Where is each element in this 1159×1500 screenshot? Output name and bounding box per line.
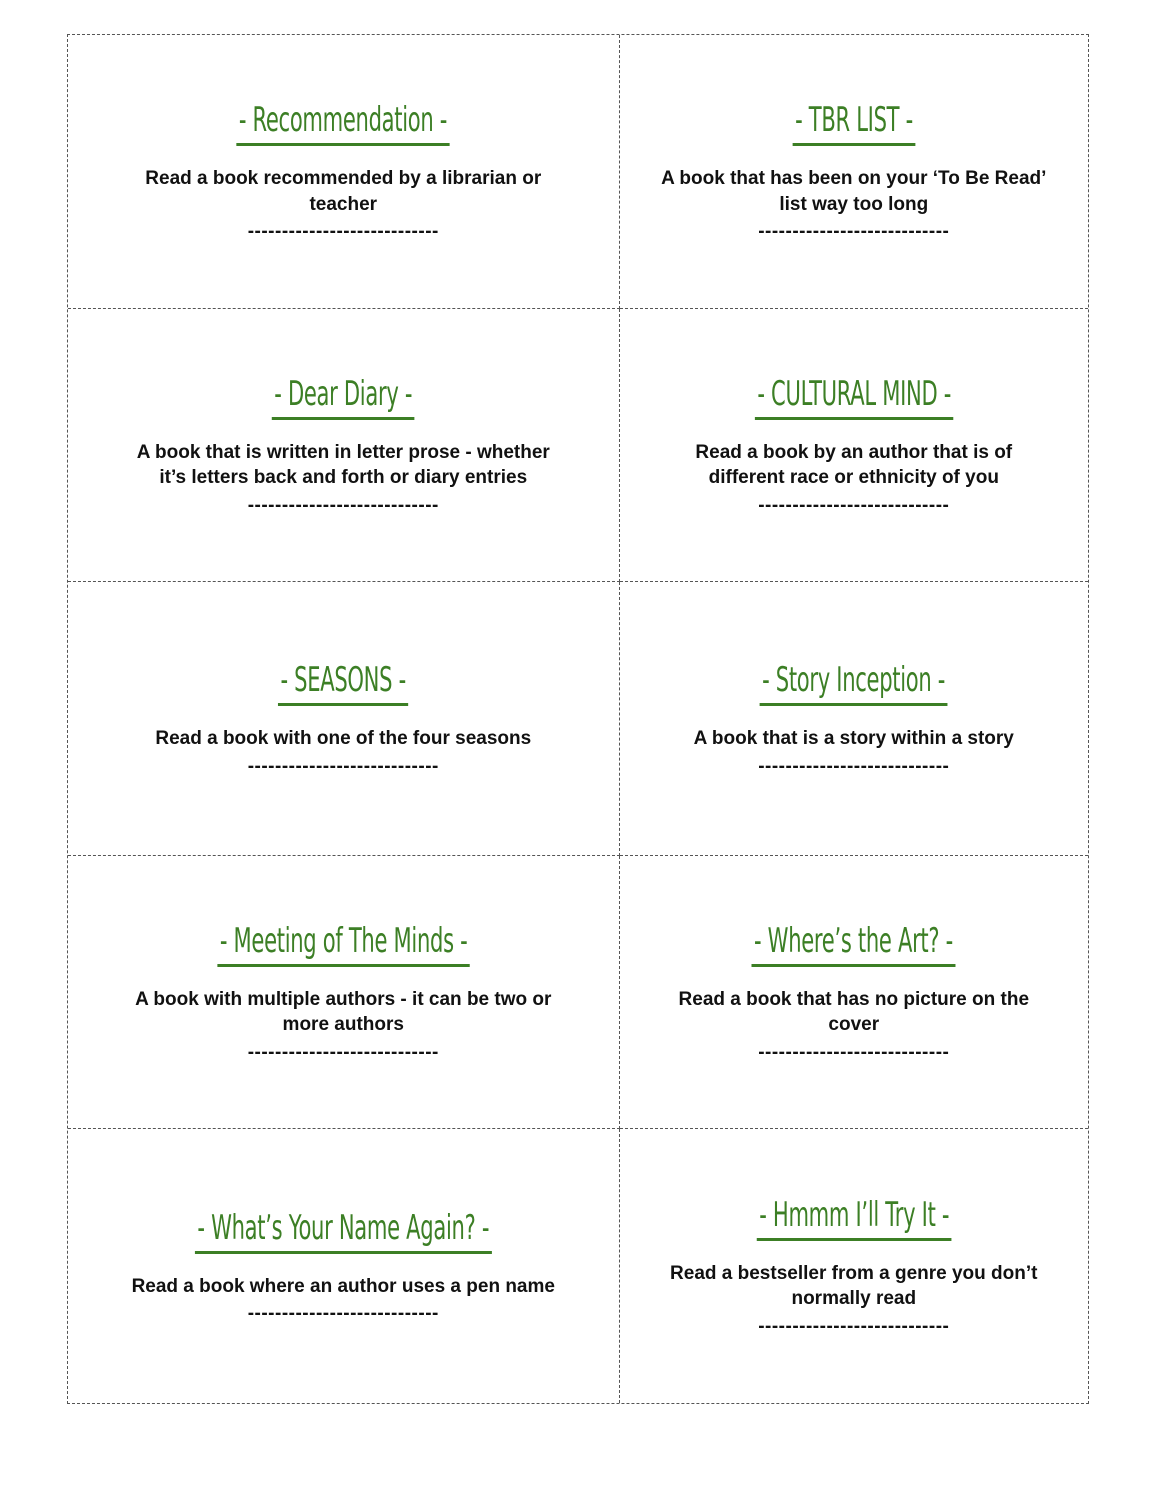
card-story-inception [620, 582, 1088, 856]
card-meeting-of-the-minds [68, 856, 620, 1130]
card-tbr-list [620, 35, 1088, 309]
card-wheres-the-art [620, 856, 1088, 1130]
card-answer-line: ---------------------------- [758, 221, 950, 243]
card-description: Read a book where an author uses a pen name [131, 1275, 555, 1297]
card-recommendation [68, 35, 620, 309]
card-title: - Story Inception - [760, 659, 948, 706]
card-title: - Hmmm I’ll Try It - [756, 1194, 951, 1241]
card-seasons [68, 582, 620, 856]
challenge-card-sheet [67, 34, 1089, 1404]
card-title: - Dear Diary - [272, 373, 415, 420]
card-description: A book that has been on your ‘To Be Read’ list way too long [661, 167, 1047, 215]
card-title: - TBR LIST - [792, 99, 915, 146]
card-answer-line: ---------------------------- [758, 1316, 950, 1338]
card-whats-your-name-again [68, 1129, 620, 1403]
card-title: - SEASONS - [278, 659, 408, 706]
card-description: Read a book with one of the four seasons [155, 727, 532, 749]
card-answer-line: ---------------------------- [247, 221, 439, 243]
card-description: A book that is written in letter prose - whether it’s letters back and forth or diary entries [136, 441, 550, 489]
card-title: - Where’s the Art? - [752, 920, 956, 967]
card-description: Read a book recommended by a librarian or teacher [145, 167, 542, 215]
card-answer-line: ---------------------------- [758, 1041, 950, 1063]
card-description: A book that is a story within a story [693, 727, 1014, 749]
card-cultural-mind [620, 309, 1088, 583]
card-answer-line: ---------------------------- [247, 755, 439, 777]
card-title: - Recommendation - [237, 99, 450, 146]
card-title: - What’s Your Name Again? - [195, 1207, 492, 1254]
card-answer-line: ---------------------------- [247, 1041, 439, 1063]
card-hmmm-ill-try-it [620, 1129, 1088, 1403]
card-description: Read a book by an author that is of different race or ethnicity of you [695, 441, 1013, 489]
card-answer-line: ---------------------------- [758, 494, 950, 516]
card-dear-diary [68, 309, 620, 583]
card-title: - Meeting of The Minds - [217, 920, 470, 967]
card-description: A book with multiple authors - it can be two or more authors [135, 988, 552, 1036]
card-title: - CULTURAL MIND - [754, 373, 953, 420]
card-answer-line: ---------------------------- [247, 494, 439, 516]
card-description: Read a book that has no picture on the cover [678, 988, 1030, 1036]
card-description: Read a bestseller from a genre you don’t normally read [670, 1262, 1038, 1310]
card-answer-line: ---------------------------- [247, 1303, 439, 1325]
card-answer-line: ---------------------------- [758, 755, 950, 777]
